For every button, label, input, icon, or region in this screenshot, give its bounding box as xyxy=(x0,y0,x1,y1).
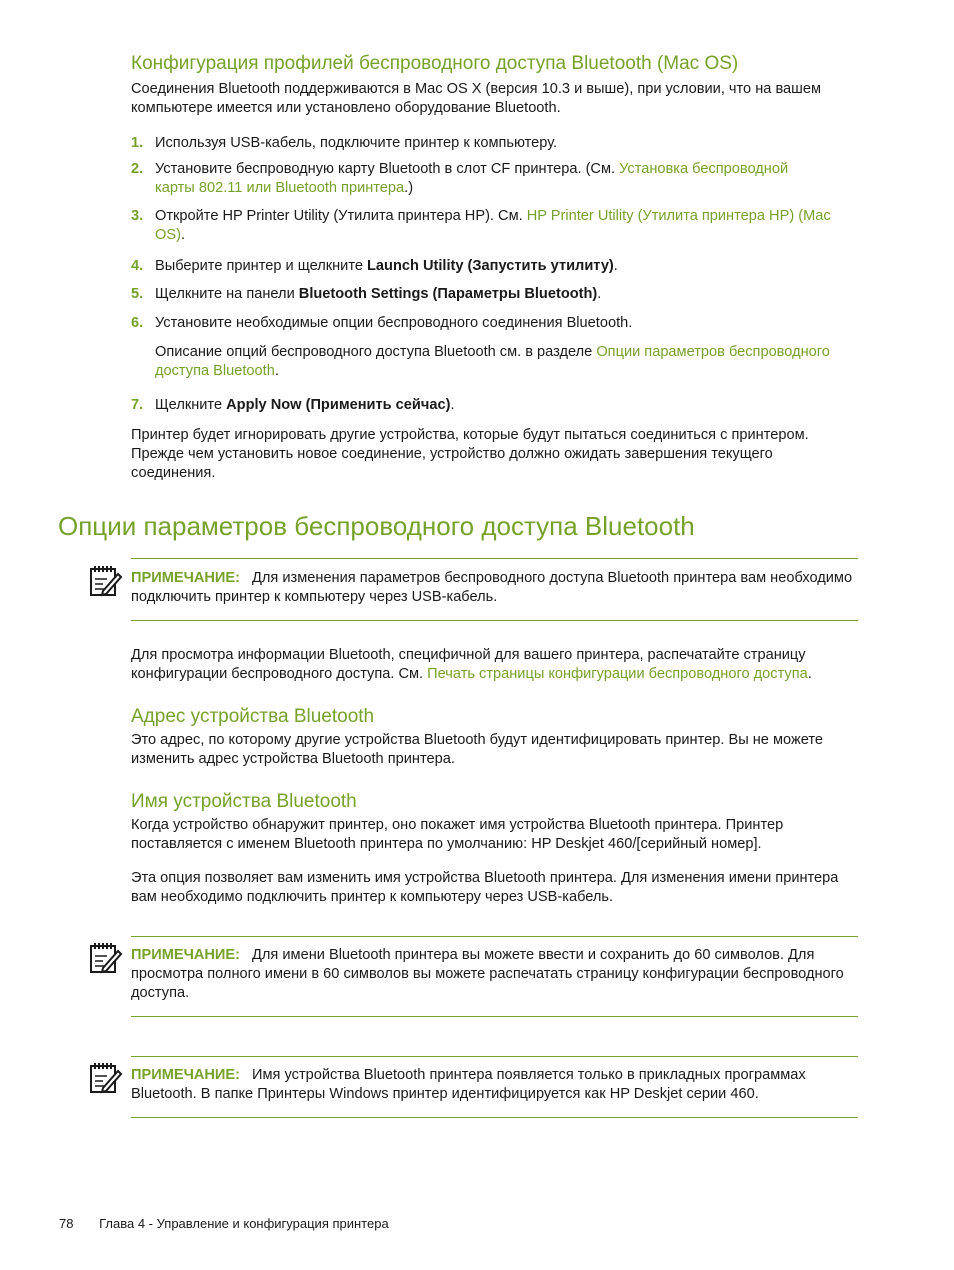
note-1: ПРИМЕЧАНИЕ: Для изменения параметров беспроводного доступа Bluetooth принтера вам необходимо подключить принтер к компьютеру через USB-кабель. xyxy=(131,570,853,605)
step-2: 2. Установите беспроводную карту Bluetooth в слот CF принтера. (См. Установка беспроводной карты 802.11 или Bluetooth принтера.) xyxy=(131,161,789,196)
step-6: 6. Установите необходимые опции беспроводного соединения Bluetooth. Описание опций беспроводного доступа Bluetooth см. в разделе Опции параметров беспроводного доступа Bluetooth. xyxy=(131,315,830,379)
note-divider xyxy=(131,1117,858,1118)
page-footer xyxy=(59,1214,389,1233)
step-5: 5. Щелкните на панели Bluetooth Settings (Параметры Bluetooth). xyxy=(131,286,602,302)
note-divider xyxy=(131,558,858,559)
page-number: 78 xyxy=(59,1216,74,1231)
link-bluetooth-options[interactable]: Опции параметров беспроводного доступа Bluetooth xyxy=(155,344,830,379)
subsection-title-address: Адрес устройства Bluetooth xyxy=(131,706,375,727)
step-3: 3. Откройте HP Printer Utility (Утилита принтера HP). См. HP Printer Utility (Утилита принтера HP) (Mac OS). xyxy=(131,208,831,243)
name-paragraph-1: Когда устройство обнаружит принтер, оно покажет имя устройства Bluetooth принтера. Принтер поставляется с именем Bluetooth принтера по умолчанию: HP Deskjet 460/[серийный номер]. xyxy=(131,817,784,852)
link-install-wireless-card[interactable]: Установка беспроводной карты 802.11 или Bluetooth принтера xyxy=(155,161,789,196)
intro-paragraph: Соединения Bluetooth поддерживаются в Mac OS X (версия 10.3 и выше), при условии, что на вашем компьютере имеется или установлено оборудование Bluetooth. xyxy=(131,81,822,116)
note-icon xyxy=(88,1060,124,1096)
address-paragraph: Это адрес, по которому другие устройства Bluetooth будут идентифицировать принтер. Вы не можете изменить адрес устройства Bluetooth принтера. xyxy=(131,732,823,767)
info-paragraph: Для просмотра информации Bluetooth, специфичной для вашего принтера, распечатайте страницу конфигурации беспроводного доступа. См. Печать страницы конфигурации беспроводного доступа. xyxy=(131,647,812,682)
section-title-bluetooth-options: Опции параметров беспроводного доступа Bluetooth xyxy=(58,511,695,541)
note-label: ПРИМЕЧАНИЕ: xyxy=(131,947,241,963)
step-1: 1. Используя USB-кабель, подключите принтер к компьютеру. xyxy=(131,135,558,151)
note-3: ПРИМЕЧАНИЕ: Имя устройства Bluetooth принтера появляется только в прикладных программах Bluetooth. В папке Принтеры Windows принтер идентифицируется как HP Deskjet серии 460. xyxy=(131,1067,806,1102)
note-divider xyxy=(131,620,858,621)
link-hp-printer-utility[interactable]: HP Printer Utility (Утилита принтера HP) (Mac OS) xyxy=(155,208,831,243)
note-icon xyxy=(88,563,124,599)
note-divider xyxy=(131,1016,858,1017)
subsection-title-name: Имя устройства Bluetooth xyxy=(131,791,357,812)
name-paragraph-2: Эта опция позволяет вам изменить имя устройства Bluetooth принтера. Для изменения имени принтера вам необходимо подключить принтер к компьютеру через USB-кабель. xyxy=(131,870,839,905)
note-label: ПРИМЕЧАНИЕ: xyxy=(131,570,241,586)
note-divider xyxy=(131,1056,858,1057)
step-7: 7. Щелкните Apply Now (Применить сейчас). xyxy=(131,397,455,413)
note-2: ПРИМЕЧАНИЕ: Для имени Bluetooth принтера вы можете ввести и сохранить до 60 символов. Для просмотра полного имени в 60 символов вы можете распечатать страницу конфигурации беспроводного доступа. xyxy=(131,947,844,1001)
section-title-mac-config: Конфигурация профилей беспроводного доступа Bluetooth (Mac OS) xyxy=(131,53,739,74)
note-icon xyxy=(88,940,124,976)
note-label: ПРИМЕЧАНИЕ: xyxy=(131,1067,241,1083)
link-print-config-page[interactable]: Печать страницы конфигурации беспроводного доступа xyxy=(427,666,808,682)
step-4: 4. Выберите принтер и щелкните Launch Utility (Запустить утилиту). xyxy=(131,258,618,274)
note-divider xyxy=(131,936,858,937)
closing-paragraph: Принтер будет игнорировать другие устройства, которые будут пытаться соединиться с принтером. Прежде чем установить новое соединение, устройство должно ожидать завершения текущего соединения. xyxy=(131,427,809,481)
chapter-title: Глава 4 - Управление и конфигурация принтера xyxy=(99,1216,389,1231)
